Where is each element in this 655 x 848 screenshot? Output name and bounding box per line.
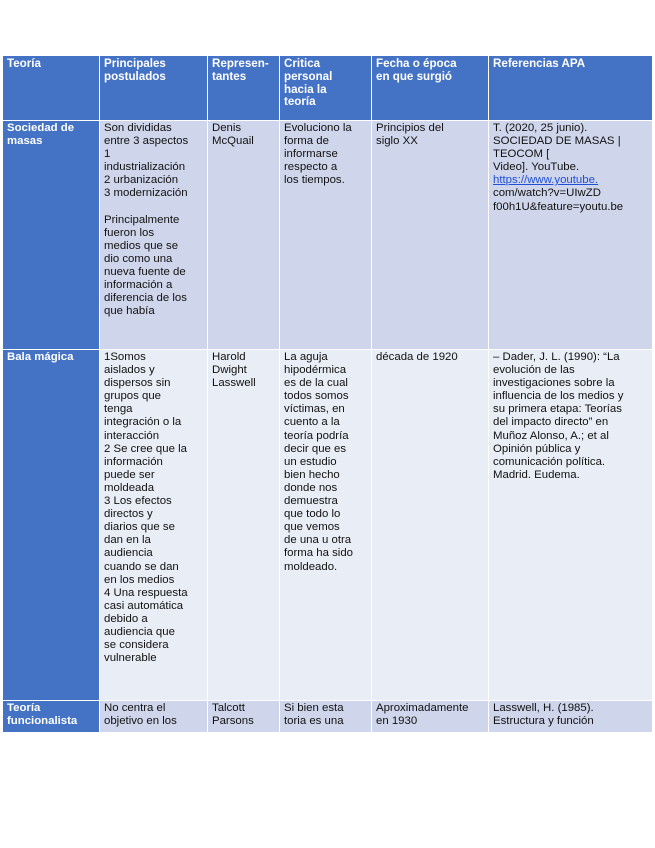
cell-line: se considera bbox=[104, 639, 169, 652]
cell-line: Critica bbox=[284, 57, 321, 70]
cell-line: Video]. YouTube. bbox=[493, 161, 580, 174]
cell-line: su primera etapa: Teorías bbox=[493, 403, 622, 416]
cell-line: toria es una bbox=[284, 715, 344, 728]
cell-line: Teoría bbox=[7, 57, 41, 70]
cell-referencias bbox=[489, 350, 653, 701]
cell-line: forma de bbox=[284, 135, 329, 148]
table-row bbox=[3, 701, 653, 733]
table-header-row bbox=[3, 56, 653, 121]
cell-teoria bbox=[3, 121, 100, 350]
cell-line: todos somos bbox=[284, 390, 349, 403]
cell-line: 1 bbox=[104, 148, 111, 161]
cell-line: 1Somos bbox=[104, 351, 146, 363]
cell-line: Si bien esta bbox=[284, 702, 344, 714]
cell-line: com/watch?v=UIwZD bbox=[493, 187, 601, 200]
cell-representantes bbox=[208, 701, 280, 733]
cell-line: en que surgió bbox=[376, 69, 453, 83]
cell-line: del impacto directo” en bbox=[493, 416, 609, 429]
cell-line: información bbox=[104, 455, 163, 468]
cell-line: Muñoz Alonso, A.; et al bbox=[493, 429, 609, 442]
cell-line: diarios que se bbox=[104, 521, 175, 534]
cell-postulados bbox=[100, 701, 208, 733]
cell-line: dispersos sin bbox=[104, 377, 171, 390]
cell-line: teoría bbox=[284, 95, 316, 109]
cell-line: siglo XX bbox=[376, 135, 418, 148]
cell-line: hipodérmica bbox=[284, 364, 347, 377]
cell-line: masas bbox=[7, 135, 43, 148]
cell-line: directos y bbox=[104, 508, 153, 521]
cell-line: evolución de las bbox=[493, 364, 575, 377]
cell-line: Estructura y función bbox=[493, 715, 594, 728]
cell-line: Lasswell, H. (1985). bbox=[493, 702, 594, 714]
cell-line: Opinión pública y bbox=[493, 442, 581, 455]
cell-line: tenga bbox=[104, 403, 133, 416]
cell-line: – Dader, J. L. (1990): “La bbox=[493, 351, 620, 363]
cell-line: 2 urbanización bbox=[104, 174, 179, 187]
cell-line: los tiempos. bbox=[284, 174, 345, 187]
cell-postulados bbox=[100, 350, 208, 701]
cell-line: investigaciones sobre la bbox=[493, 377, 615, 390]
cell-line: que había bbox=[104, 305, 155, 318]
cell-line: Denis bbox=[212, 122, 242, 134]
cell-line: es de la cual bbox=[284, 377, 348, 390]
cell-line: Teoría bbox=[7, 702, 41, 714]
cell-line: moldeado. bbox=[284, 560, 338, 573]
cell-referencias bbox=[489, 121, 653, 350]
cell-line: fueron los bbox=[104, 226, 155, 239]
cell-line: hacia la bbox=[284, 82, 327, 96]
cell-line: debido a bbox=[104, 612, 148, 625]
cell-line bbox=[104, 201, 204, 214]
cell-line: f00h1U&feature=youtu.be bbox=[493, 200, 624, 213]
cell-line: aislados y bbox=[104, 364, 155, 377]
cell-representantes bbox=[208, 121, 280, 350]
cell-line: postulados bbox=[104, 69, 166, 83]
theories-table bbox=[2, 55, 653, 733]
cell-line: Madrid. Eudema. bbox=[493, 468, 580, 481]
cell-line: forma ha sido bbox=[284, 547, 354, 560]
cell-line: T. (2020, 25 junio). bbox=[493, 122, 588, 134]
youtube-link[interactable]: https://www.youtube. bbox=[493, 174, 599, 187]
cell-line: medios que se bbox=[104, 239, 179, 252]
cell-line: vulnerable bbox=[104, 652, 157, 665]
cell-line: década de 1920 bbox=[376, 351, 458, 363]
cell-line: objetivo en los bbox=[104, 715, 177, 728]
header-postulados bbox=[100, 56, 208, 121]
cell-line: comunicación política. bbox=[493, 455, 606, 468]
cell-line: Aproximadamente bbox=[376, 702, 469, 714]
cell-fecha bbox=[372, 350, 489, 701]
cell-line: influencia de los medios y bbox=[493, 390, 624, 403]
table-row bbox=[3, 121, 653, 350]
cell-line: Principalmente bbox=[104, 213, 180, 226]
cell-line: en los medios bbox=[104, 573, 175, 586]
cell-critica bbox=[280, 701, 372, 733]
cell-fecha bbox=[372, 121, 489, 350]
cell-line: Bala mágica bbox=[7, 351, 74, 363]
cell-fecha bbox=[372, 701, 489, 733]
cell-line: respecto a bbox=[284, 161, 338, 174]
table-row bbox=[3, 350, 653, 701]
cell-line: TEOCOM [ bbox=[493, 148, 550, 161]
cell-line: entre 3 aspectos bbox=[104, 135, 189, 148]
header-critica bbox=[280, 56, 372, 121]
cell-line: interacción bbox=[104, 429, 160, 442]
cell-line: víctimas, en bbox=[284, 403, 345, 416]
cell-line: audiencia bbox=[104, 547, 153, 560]
cell-line: Son divididas bbox=[104, 122, 172, 134]
cell-line: bien hecho bbox=[284, 468, 340, 481]
cell-teoria bbox=[3, 701, 100, 733]
cell-line: funcionalista bbox=[7, 715, 78, 728]
cell-line: dan en la bbox=[104, 534, 151, 547]
cell-line: industrialización bbox=[104, 161, 186, 174]
cell-line: nueva fuente de bbox=[104, 265, 186, 278]
cell-line: cuento a la bbox=[284, 416, 340, 429]
cell-line: diferencia de los bbox=[104, 292, 187, 305]
cell-line: integración o la bbox=[104, 416, 182, 429]
cell-critica bbox=[280, 121, 372, 350]
cell-line: que todo lo bbox=[284, 508, 341, 521]
cell-line: 4 Una respuesta bbox=[104, 586, 188, 599]
cell-line: Harold bbox=[212, 351, 246, 363]
cell-line: La aguja bbox=[284, 351, 328, 363]
cell-line: Principales bbox=[104, 57, 166, 70]
cell-postulados bbox=[100, 121, 208, 350]
header-teoria bbox=[3, 56, 100, 121]
cell-line: Referencias APA bbox=[493, 57, 586, 70]
cell-line: 2 Se cree que la bbox=[104, 442, 187, 455]
cell-referencias bbox=[489, 701, 653, 733]
cell-line: un estudio bbox=[284, 455, 337, 468]
cell-critica bbox=[280, 350, 372, 701]
cell-line: Lasswell bbox=[212, 377, 256, 390]
cell-line: puede ser bbox=[104, 468, 155, 481]
cell-line: Fecha o época bbox=[376, 57, 457, 70]
cell-line: Dwight bbox=[212, 364, 247, 377]
header-fecha bbox=[372, 56, 489, 121]
theories-table-container bbox=[2, 55, 652, 733]
header-referencias bbox=[489, 56, 653, 121]
cell-line: Sociedad de bbox=[7, 122, 75, 134]
cell-line: moldeada bbox=[104, 481, 155, 494]
cell-line: tantes bbox=[212, 69, 247, 83]
cell-line: SOCIEDAD DE MASAS | bbox=[493, 135, 621, 148]
cell-line: 3 modernización bbox=[104, 187, 188, 200]
cell-line: 3 Los efectos bbox=[104, 495, 172, 508]
cell-line: en 1930 bbox=[376, 715, 418, 728]
cell-line: personal bbox=[284, 69, 333, 83]
cell-representantes bbox=[208, 350, 280, 701]
cell-line: teoría podría bbox=[284, 429, 349, 442]
cell-line: demuestra bbox=[284, 495, 338, 508]
cell-line: informarse bbox=[284, 148, 338, 161]
header-representantes bbox=[208, 56, 280, 121]
cell-line: de una u otra bbox=[284, 534, 352, 547]
cell-line: Talcott bbox=[212, 702, 245, 714]
cell-line: Represen- bbox=[212, 57, 269, 70]
cell-line: Principios del bbox=[376, 122, 444, 134]
cell-line: que vemos bbox=[284, 521, 340, 534]
cell-line: cuando se dan bbox=[104, 560, 179, 573]
cell-line: Parsons bbox=[212, 715, 254, 728]
cell-teoria bbox=[3, 350, 100, 701]
cell-line: Evoluciono la bbox=[284, 122, 352, 134]
cell-line: McQuail bbox=[212, 135, 254, 148]
cell-line: dio como una bbox=[104, 252, 173, 265]
cell-line: donde nos bbox=[284, 481, 338, 494]
cell-line: audiencia que bbox=[104, 625, 175, 638]
cell-line: información a bbox=[104, 279, 173, 292]
cell-line: No centra el bbox=[104, 702, 166, 714]
cell-line: decir que es bbox=[284, 442, 347, 455]
cell-line: casi automática bbox=[104, 599, 184, 612]
cell-line: grupos que bbox=[104, 390, 161, 403]
